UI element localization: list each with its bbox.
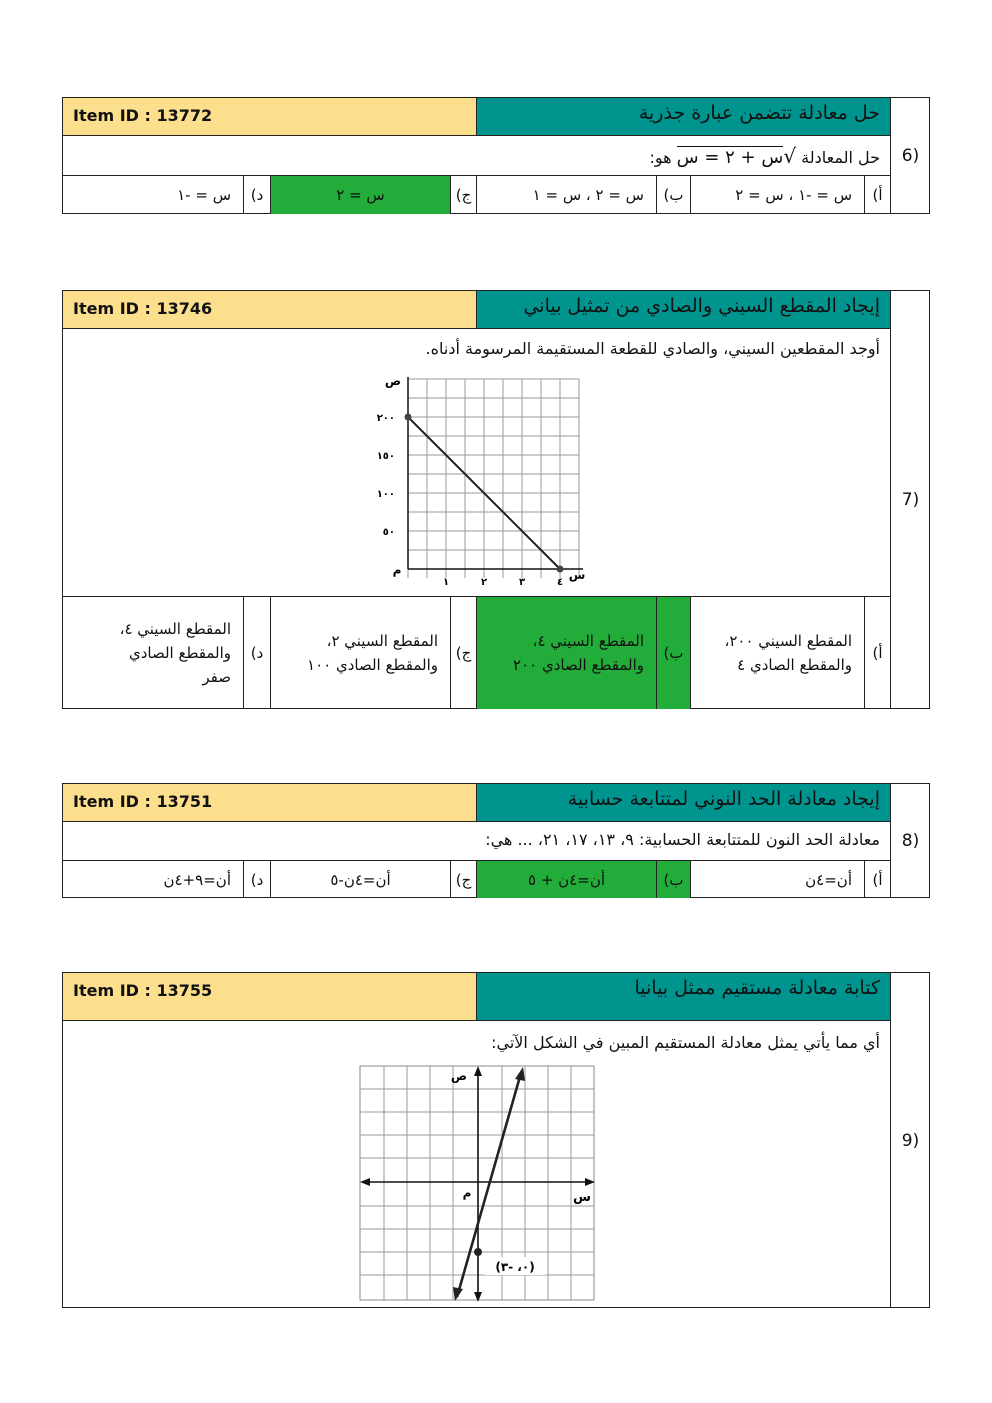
question-number: 8) bbox=[890, 784, 930, 898]
question-prefix: حل المعادلة bbox=[801, 148, 880, 167]
question-number: 9) bbox=[890, 973, 930, 1308]
y-intercept-point bbox=[405, 414, 412, 421]
question-text: معادلة الحد النون للمتتابعة الحسابية: ٩، ١٣، ١٧، ٢١، ... هي: bbox=[63, 822, 890, 861]
origin-label: م bbox=[392, 563, 402, 577]
option-a-label[interactable]: أ) bbox=[864, 597, 890, 709]
option-b-label[interactable]: ب) bbox=[656, 597, 690, 709]
y-intercept-point bbox=[474, 1248, 482, 1256]
option-a[interactable] bbox=[690, 597, 864, 709]
option-b-text: أن=٤ن + ٥ bbox=[528, 870, 606, 889]
option-c[interactable] bbox=[270, 861, 450, 898]
option-b-correct[interactable] bbox=[476, 597, 656, 709]
question-title: إيجاد معادلة الحد النوني لمتتابعة حسابية bbox=[477, 784, 890, 822]
question-text: أوجد المقطعين السيني، والصادي للقطعة المستقيمة المرسومة أدناه. bbox=[425, 339, 880, 358]
option-d-line2: والمقطع الصادي bbox=[128, 644, 231, 662]
radicand: س + ٢ = س bbox=[676, 147, 784, 168]
y-tick: ٥٠ bbox=[382, 527, 395, 538]
y-tick: ١٠٠ bbox=[376, 489, 395, 500]
option-c-text: أن=٤ن-٥ bbox=[330, 870, 391, 889]
option-a-label[interactable]: أ) bbox=[864, 861, 890, 898]
option-c-label[interactable]: ج) bbox=[450, 861, 476, 898]
question-7-block bbox=[62, 290, 930, 709]
question-number: 6) bbox=[890, 98, 930, 214]
x-tick: ٤ bbox=[556, 577, 564, 588]
question-9-block bbox=[62, 972, 930, 1308]
option-c-line1: المقطع السيني ٢، bbox=[326, 632, 438, 650]
y-tick: ٢٠٠ bbox=[376, 413, 395, 424]
option-b-line1: المقطع السيني ٤، bbox=[532, 632, 644, 650]
origin-label: م bbox=[462, 1186, 472, 1200]
option-a-text: س = -١ ، س = ٢ bbox=[735, 186, 852, 204]
point-label: (٠، -٣) bbox=[495, 1260, 535, 1274]
option-d[interactable] bbox=[63, 176, 243, 214]
question-suffix: هو: bbox=[649, 148, 672, 167]
option-b[interactable] bbox=[476, 176, 656, 214]
item-id: Item ID : 13746 bbox=[63, 291, 477, 329]
option-d[interactable] bbox=[63, 861, 243, 898]
option-d-line1: المقطع السيني ٤، bbox=[119, 620, 231, 638]
option-d-text: س = -١ bbox=[177, 186, 231, 204]
option-c-text: س = ٢ bbox=[336, 186, 385, 204]
x-tick: ١ bbox=[442, 577, 450, 588]
x-axis-label: س bbox=[573, 1190, 591, 1205]
option-a[interactable] bbox=[690, 861, 864, 898]
option-c-line2: والمقطع الصادي ١٠٠ bbox=[307, 656, 438, 674]
option-b-line2: والمقطع الصادي ٢٠٠ bbox=[513, 656, 644, 674]
question-number: 7) bbox=[890, 291, 930, 709]
question-8-block bbox=[62, 783, 930, 898]
question-text: أي مما يأتي يمثل معادلة المستقيم المبين في الشكل الآتي: bbox=[491, 1033, 880, 1052]
option-a-text: أن=٤ن bbox=[805, 870, 852, 889]
option-a-line2: والمقطع الصادي ٤ bbox=[737, 656, 852, 674]
y-tick: ١٥٠ bbox=[376, 451, 395, 462]
x-tick: ٣ bbox=[518, 577, 526, 588]
item-id: Item ID : 13772 bbox=[63, 98, 477, 136]
question-title: كتابة معادلة مستقيم ممثل بيانيا bbox=[477, 973, 890, 1021]
option-b-label[interactable]: ب) bbox=[656, 861, 690, 898]
item-id: Item ID : 13751 bbox=[63, 784, 477, 822]
radical-sign: √ bbox=[783, 144, 797, 168]
x-tick: ٢ bbox=[480, 577, 488, 588]
question-6-block bbox=[62, 97, 930, 214]
item-id: Item ID : 13755 bbox=[63, 973, 477, 1021]
option-d-label[interactable]: د) bbox=[243, 861, 270, 898]
option-d-label[interactable]: د) bbox=[243, 176, 270, 214]
y-axis-label: ص bbox=[384, 374, 402, 388]
line-graph bbox=[359, 1065, 597, 1303]
x-axis-label: س bbox=[568, 568, 586, 582]
question-title: إيجاد المقطع السيني والصادي من تمثيل بياني bbox=[477, 291, 890, 329]
option-c-correct[interactable] bbox=[270, 176, 450, 214]
x-intercept-point bbox=[557, 566, 564, 573]
option-b-correct[interactable] bbox=[476, 861, 656, 898]
option-a-line1: المقطع السيني ٢٠٠، bbox=[724, 632, 852, 650]
question-title: حل معادلة تتضمن عبارة جذرية bbox=[477, 98, 890, 136]
option-a[interactable] bbox=[690, 176, 864, 214]
option-d-text: أن=٩+٤ن bbox=[163, 870, 231, 889]
option-b-label[interactable]: ب) bbox=[656, 176, 690, 214]
y-axis-label: ص bbox=[450, 1069, 468, 1083]
option-c-label[interactable]: ج) bbox=[450, 597, 476, 709]
intercepts-graph bbox=[353, 369, 593, 589]
option-d[interactable] bbox=[63, 597, 243, 709]
option-b-text: س = ٢ ، س = ١ bbox=[532, 186, 644, 204]
question-text bbox=[63, 136, 890, 176]
option-c[interactable] bbox=[270, 597, 450, 709]
option-d-label[interactable]: د) bbox=[243, 597, 270, 709]
option-d-line3: صفر bbox=[202, 668, 231, 686]
option-c-label[interactable]: ج) bbox=[450, 176, 476, 214]
option-a-label[interactable]: أ) bbox=[864, 176, 890, 214]
